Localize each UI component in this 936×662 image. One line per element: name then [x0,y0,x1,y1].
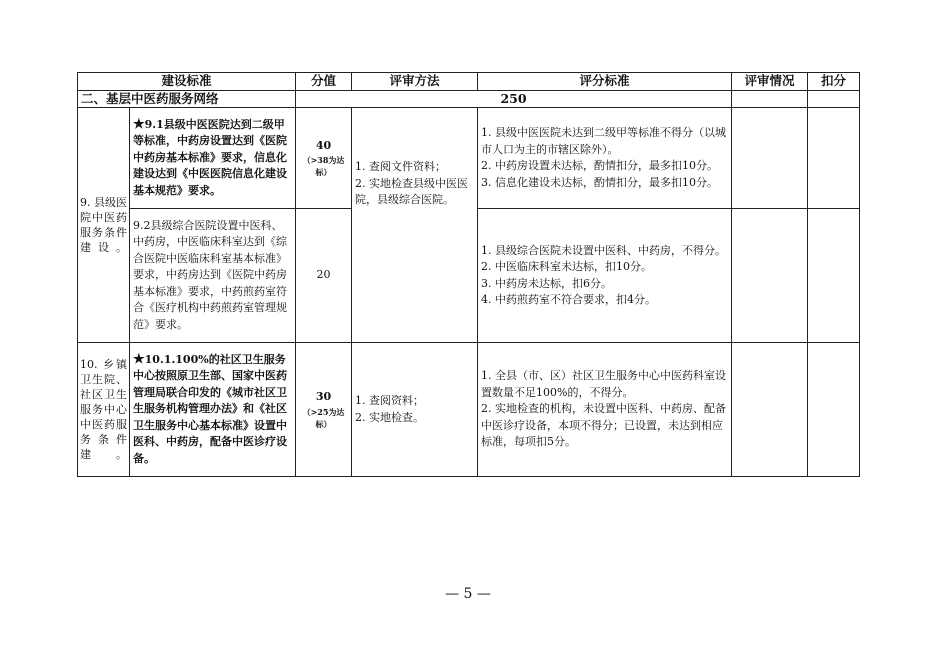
standard-text: 9.1县级中医医院达到二级甲等标准，中药房设置达到《医院中药房基本标准》要求，信息化建设达到《中医医院信息化建设基本规范》要求。 [133,117,287,197]
page-number: — 5 — [445,586,491,602]
deduction-cell [808,209,860,343]
section-deduction-cell [808,90,860,108]
review-cell [732,108,808,209]
score-value: 40 [315,138,332,152]
criteria-item: 2. 中药房设置未达标，酌情扣分，最多扣10分。 [481,159,719,172]
header-criteria: 评分标准 [478,73,732,91]
method-item: 1. 查阅文件资料； [355,160,447,174]
method-item: 1. 查阅资料； [355,394,425,407]
criteria-item: 1. 县级中医医院未达到二级甲等标准不得分（以城市人口为主的市辖区除外）。 [481,126,727,156]
score-note: （>25为达标） [302,406,345,429]
table-row [78,343,860,477]
method-item: 2. 实地检查县级中医医院，县级综合医院。 [355,176,469,207]
method-cell [352,343,478,477]
section-score: 250 [296,90,732,108]
standard-cell: 9.2县级综合医院设置中医科、中药房，中医临床科室达到《综合医院中医临床科室基本标准》要求，中药房达到《医院中药房基本标准》要求，中药煎药室符合《医疗机构中药煎药室管理规范》要求。 [130,209,296,343]
criteria-item: 1. 县级综合医院未设置中医科、中药房，不得分。 [481,243,727,257]
header-row [78,73,860,91]
criteria-cell [478,209,732,343]
criteria-item: 2. 实地检查的机构，未设置中医科、中药房、配备中医诊疗设备，本项不得分；已设置，未达到相应标准，每项扣5分。 [481,402,727,449]
review-cell [732,343,808,477]
category-cell: 10. 乡镇卫生院、社区卫生服务中心中医药服务条件建。 [78,343,130,477]
standard-cell [130,343,296,477]
score-cell [296,343,352,477]
header-method: 评审方法 [352,73,478,91]
criteria-item: 3. 中药房未达标，扣6分。 [481,276,613,290]
section-title: 二、基层中医药服务网络 [78,90,296,108]
score-cell [296,108,352,209]
section-review-cell [732,90,808,108]
table-row [78,108,860,209]
score-value: 30 [315,390,332,404]
score-value: 20 [316,268,331,282]
review-cell [732,209,808,343]
criteria-cell [478,343,732,477]
criteria-item: 2. 中医临床科室未达标，扣10分。 [481,260,653,273]
standard-text: 10.1.100%的社区卫生服务中心按照原卫生部、国家中医药管理局联合印发的《城市社区卫生服务机构管理办法》和《社区卫生服务中心基本标准》设置中医科、中药房，配备中医诊疗设备。 [133,352,287,465]
method-item: 2. 实地检查。 [355,410,425,424]
evaluation-table [77,72,860,477]
criteria-item: 4. 中药煎药室不符合要求，扣4分。 [481,293,657,306]
deduction-cell [808,108,860,209]
section-row [78,90,860,108]
header-score: 分值 [296,73,352,91]
star-icon: ★ [133,351,145,367]
deduction-cell [808,343,860,477]
criteria-cell [478,108,732,209]
header-deduction: 扣分 [808,73,860,91]
standard-cell [130,108,296,209]
score-note: （>38为达标） [302,155,345,178]
method-cell [352,108,478,343]
score-cell [296,209,352,343]
criteria-item: 1. 全县（市、区）社区卫生服务中心中医药科室设置数量不足100%的，不得分。 [481,369,727,399]
category-cell: 9. 县级医院中医药服务条件建设。 [78,108,130,343]
header-review: 评审情况 [732,73,808,91]
header-standard: 建设标准 [78,73,296,91]
criteria-item: 3. 信息化建设未达标，酌情扣分，最多扣10分。 [481,175,719,189]
star-icon: ★ [133,116,145,132]
